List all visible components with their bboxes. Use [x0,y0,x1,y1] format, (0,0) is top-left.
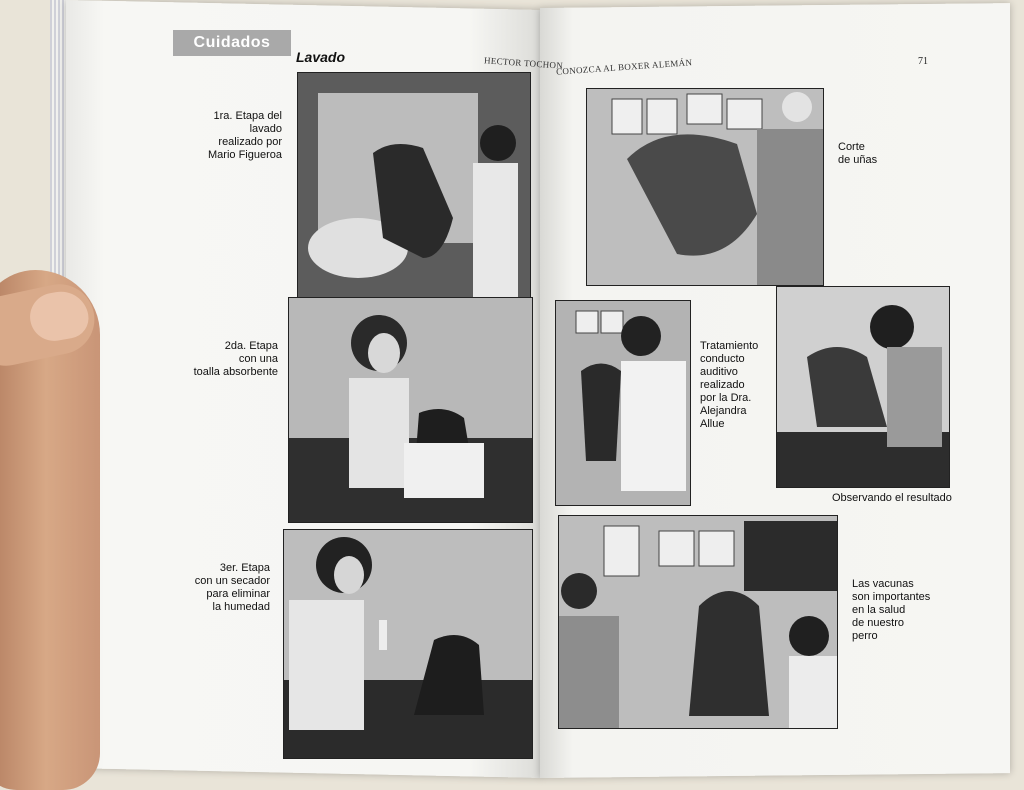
caption-result: Observando el resultado [832,492,952,504]
photo-result [776,286,950,488]
caption-stage-1: 1ra. Etapa del lavado realizado por Mario Figueroa [208,110,282,161]
section-subtitle: Lavado [296,49,346,65]
caption-stage-2: 2da. Etapa con una toalla absorbente [193,340,278,378]
right-running-head: CONOZCA AL BOXER ALEMÁN [555,57,693,77]
photo-wash-stage-3 [283,529,533,759]
photo-wash-stage-1 [297,72,531,320]
page-number: 71 [918,56,928,67]
photo-ear-treatment [555,300,691,506]
caption-stage-3: 3er. Etapa con un secador para eliminar la humedad [194,562,270,613]
caption-ear: Tratamiento conducto auditivo realizado por la Dra. Alejandra Allue [700,340,759,430]
left-running-head: HECTOR TOCHON [483,55,564,71]
section-label: Cuidados [173,30,291,56]
caption-vaccines: Las vacunas son importantes en la salud de nuestro perro [852,578,931,642]
photo-nail-trim [586,88,824,286]
photo-vaccination [558,515,838,729]
caption-nails: Corte de uñas [838,141,878,166]
photo-wash-stage-2 [288,297,533,523]
